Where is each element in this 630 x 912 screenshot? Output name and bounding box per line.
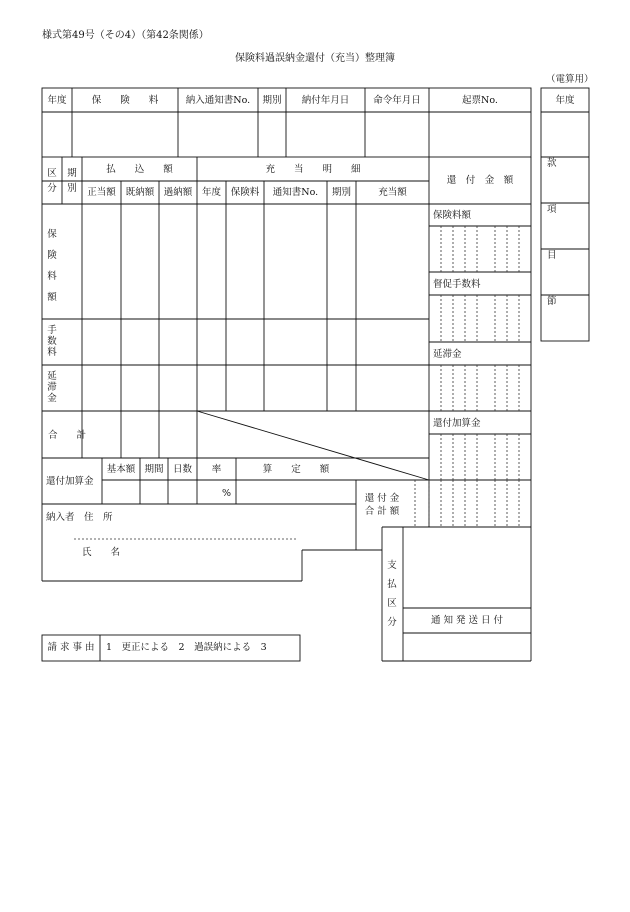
hdr-kibetsu: 期 別 [67, 168, 77, 194]
col-notice-no: 納入通知書No. [185, 95, 251, 106]
refund-kasankin: 還付加算金 [433, 418, 481, 429]
claim-label: 請 求 事 由 [47, 642, 95, 653]
row-entaikin: 延 滞 金 [47, 371, 57, 404]
side-moku: 目 [547, 250, 557, 261]
payer-address-label: 納入者 住 所 [46, 512, 113, 523]
hdr-a-notice: 通知書No. [272, 187, 319, 198]
add-days: 日数 [172, 464, 192, 475]
hdr-allocation-group: 充 当 明 細 [265, 164, 361, 175]
hdr-refund-amount: 還 付 金 額 [446, 175, 514, 186]
side-ko: 項 [547, 204, 557, 215]
row-hokenryo-gaku: 保 険 料 額 [47, 229, 57, 303]
col-order-date: 命令年月日 [373, 95, 421, 106]
refund-hokenryo: 保険料額 [433, 210, 472, 221]
hdr-kubun: 区 分 [47, 168, 57, 194]
refund-tokusoku: 督促手数料 [433, 279, 481, 290]
hdr-a-period: 期別 [331, 187, 351, 198]
col-period: 期別 [262, 95, 282, 106]
hdr-kanou: 過納額 [163, 187, 193, 198]
hdr-a-nendo: 年度 [201, 187, 221, 198]
row-refund-addition: 還付加算金 [46, 476, 94, 487]
add-period: 期間 [144, 464, 164, 475]
hdr-seinou: 正当額 [87, 187, 116, 198]
notice-send-date: 通 知 発 送 日 付 [430, 615, 504, 626]
col-pay-date: 納付年月日 [301, 95, 350, 106]
side-kan: 款 [547, 158, 557, 169]
hdr-payment-group: 払 込 額 [106, 164, 173, 175]
col-hokenryo: 保 険 料 [91, 95, 159, 106]
add-calc: 算 定 額 [262, 464, 330, 475]
refund-total: 還 付 金 合 計 額 [364, 493, 400, 517]
col-nendo: 年度 [47, 95, 67, 106]
row-tesuryo: 手 数 料 [47, 325, 57, 358]
side-setsu: 節 [547, 296, 557, 307]
hdr-kinou: 既納額 [125, 187, 155, 198]
row-gokei: 合 計 [48, 430, 87, 441]
page-title: 保険料過誤納金還付（充当）整理簿 [235, 53, 395, 64]
hdr-a-hokenryo: 保険料 [230, 187, 260, 198]
refund-entai: 延滞金 [433, 349, 462, 360]
add-percent: % [222, 488, 232, 499]
payer-name-label: 氏 名 [82, 547, 121, 558]
computer-use-label: （電算用） [546, 74, 594, 85]
col-voucher-no: 起票No. [462, 95, 498, 106]
form-number: 様式第49号（その4）（第42条関係） [42, 30, 209, 41]
claim-options: 1 更正による 2 過誤納による 3 [106, 642, 267, 653]
payment-category: 支 払 区 分 [387, 560, 397, 628]
side-nendo: 年度 [555, 95, 575, 106]
add-rate: 率 [211, 464, 222, 475]
hdr-a-amount: 充当額 [378, 187, 407, 198]
add-base: 基本額 [106, 464, 136, 475]
